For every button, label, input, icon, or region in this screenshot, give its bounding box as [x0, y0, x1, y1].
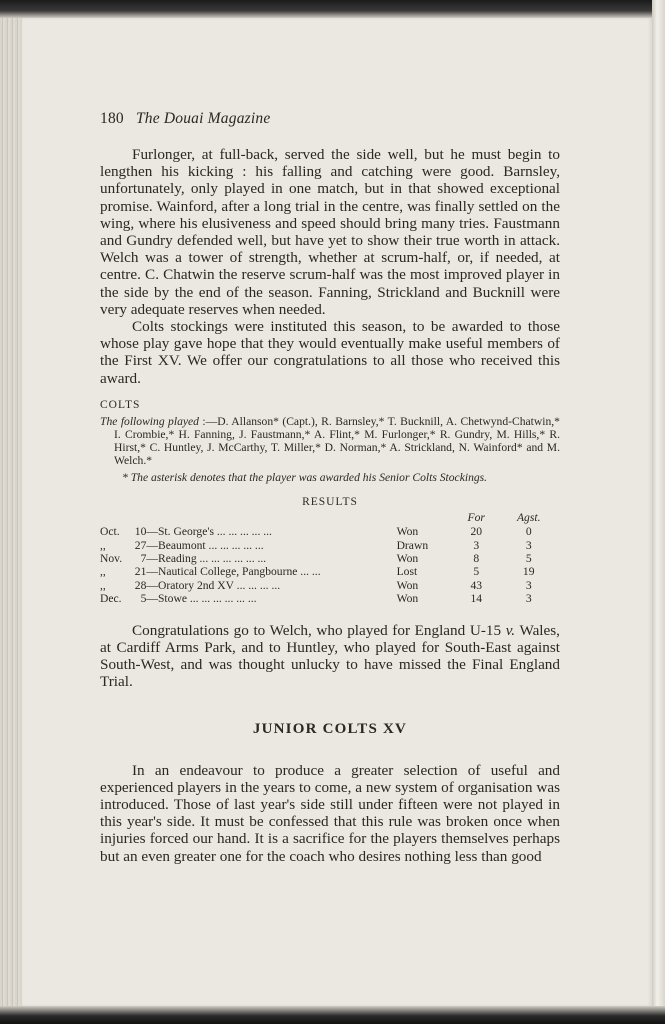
dot-leader: ... ... ... ... ... ... [196, 552, 267, 566]
congrats-v: v. [505, 621, 516, 639]
match-day: 28 [134, 578, 147, 592]
results-body [100, 525, 558, 605]
page-stack-left-edge [0, 18, 22, 1008]
table-row [100, 565, 558, 578]
match-day: 5 [140, 592, 147, 606]
match-opponent [146, 579, 396, 592]
table-row [100, 539, 558, 552]
players-names: :—D. Allanson* (Capt.), R. Barnsley,* T. Bucknill, A. Chetwynd-Chatwin,* I. Crombie,* H. Fanning, J. Faustmann,* A. Flint,* M. Furlonger,* R. Gundry, M. Hills,* R. Hirst,* C. Huntley, J. McCarthy, T. Miller,* D. Norman,* A. Strickland, N. Wainford* and M. Welch.* [114, 414, 560, 467]
asterisk-footnote: * The asterisk denotes that the player was awarded his Senior Colts Stockings. [122, 470, 488, 484]
match-result: Won [396, 552, 419, 566]
running-head [100, 110, 560, 128]
colts-players-list [100, 415, 560, 467]
match-result: Lost [396, 565, 418, 579]
table-row [100, 525, 558, 538]
score-for: 20 [470, 525, 483, 539]
score-against: 0 [525, 525, 532, 539]
score-for: 43 [470, 578, 483, 592]
match-day: 10 [134, 525, 147, 539]
match-month: Dec. [100, 592, 122, 606]
table-row [100, 552, 558, 565]
header-agst: Agst. [516, 510, 541, 524]
colts-label: COLTS [100, 398, 141, 411]
page-content [100, 110, 560, 865]
score-against: 19 [522, 565, 535, 579]
page-number: 180 [100, 110, 124, 127]
score-against: 5 [525, 552, 532, 566]
results-header-row [100, 510, 558, 525]
results-table [100, 510, 558, 606]
dot-leader: ... ... [297, 565, 321, 579]
scan-bottom-edge [0, 1006, 665, 1024]
match-month: ,, [100, 538, 106, 552]
match-opponent [146, 539, 396, 552]
congrats-rest: Wales, at Cardiff Arms Park, and to Huntley, who played for South-East against South-West, and was thought unlucky to have missed the Final England Trial. [100, 621, 560, 691]
opponent-name: —St. George's [146, 525, 214, 539]
score-for: 5 [473, 565, 480, 579]
match-day: 7 [140, 552, 147, 566]
page-right-edge [652, 0, 665, 1024]
paragraph-colts-stockings: Colts stockings were instituted this season, to be awarded to those whose play gave hope that they would eventually make useful members of the First XV. We offer our congratulations to all those who received this award. [100, 318, 560, 387]
table-row [100, 592, 558, 605]
congrats-prefix: Congratulations go to Welch, who played for England U-15 [132, 621, 506, 639]
match-opponent [146, 592, 396, 605]
dot-leader: ... ... ... ... [233, 578, 281, 592]
dot-leader: ... ... ... ... ... ... [186, 592, 257, 606]
opponent-name: —Nautical College, Pangbourne [146, 565, 298, 579]
score-for: 3 [473, 538, 480, 552]
opponent-name: —Beaumont [146, 538, 206, 552]
dot-leader: ... ... ... ... ... [205, 538, 264, 552]
opponent-name: —Oratory 2nd XV [146, 578, 234, 592]
opponent-name: —Stowe [146, 592, 187, 606]
paragraph-congratulations [100, 622, 560, 691]
score-for: 8 [473, 552, 480, 566]
match-day: 27 [134, 538, 147, 552]
match-opponent [146, 525, 396, 538]
match-opponent [146, 565, 396, 578]
match-day: 21 [134, 565, 147, 579]
match-result: Drawn [396, 538, 429, 552]
results-title: RESULTS [302, 495, 358, 508]
match-month: ,, [100, 565, 106, 579]
dot-leader: ... ... ... ... ... [213, 525, 272, 539]
score-against: 3 [525, 538, 532, 552]
match-month: Oct. [100, 525, 120, 539]
score-for: 14 [470, 592, 483, 606]
journal-title: The Douai Magazine [135, 110, 271, 127]
paragraph-junior-colts: In an endeavour to produce a greater selection of useful and experienced players in the years to come, a new system of organisation was introduced. Those of last year's side still under fifteen were not played in this year's side. It must be confessed that this rule was broken once when injuries forced our hand. It is a sacrifice for the players themselves perhaps but an even greater one for the coach who desires nothing less than good [100, 761, 560, 865]
paragraph-first-xv-review: Furlonger, at full-back, served the side well, but he must begin to lengthen his kicking : his falling and catching were good. Barnsley, unfortunately, only played in one match, but in that showed exceptional promise. Wainford, after a long trial in the centre, was finally settled on the wing, where his elusiveness and speed should bring many tries. Faustmann and Gundry defended well, but have yet to show their true worth in attack. Welch was a tower of strength, whether at scrum-half, or, if needed, at centre. C. Chatwin the reserve scrum-half was the most improved player in the side by the end of the season. Fanning, Strickland and Bucknill were very adequate reserves when needed. [100, 146, 560, 318]
match-result: Won [396, 525, 419, 539]
table-row [100, 579, 558, 592]
match-opponent [146, 552, 396, 565]
score-against: 3 [525, 592, 532, 606]
match-result: Won [396, 578, 419, 592]
scan-top-edge [0, 0, 665, 18]
match-month: ,, [100, 578, 106, 592]
header-for: For [467, 510, 485, 524]
score-against: 3 [525, 578, 532, 592]
players-intro: The following played [100, 414, 199, 428]
section-heading-junior-colts: JUNIOR COLTS XV [252, 720, 408, 737]
opponent-name: —Reading [146, 552, 197, 566]
match-result: Won [396, 592, 419, 606]
match-month: Nov. [100, 552, 123, 566]
